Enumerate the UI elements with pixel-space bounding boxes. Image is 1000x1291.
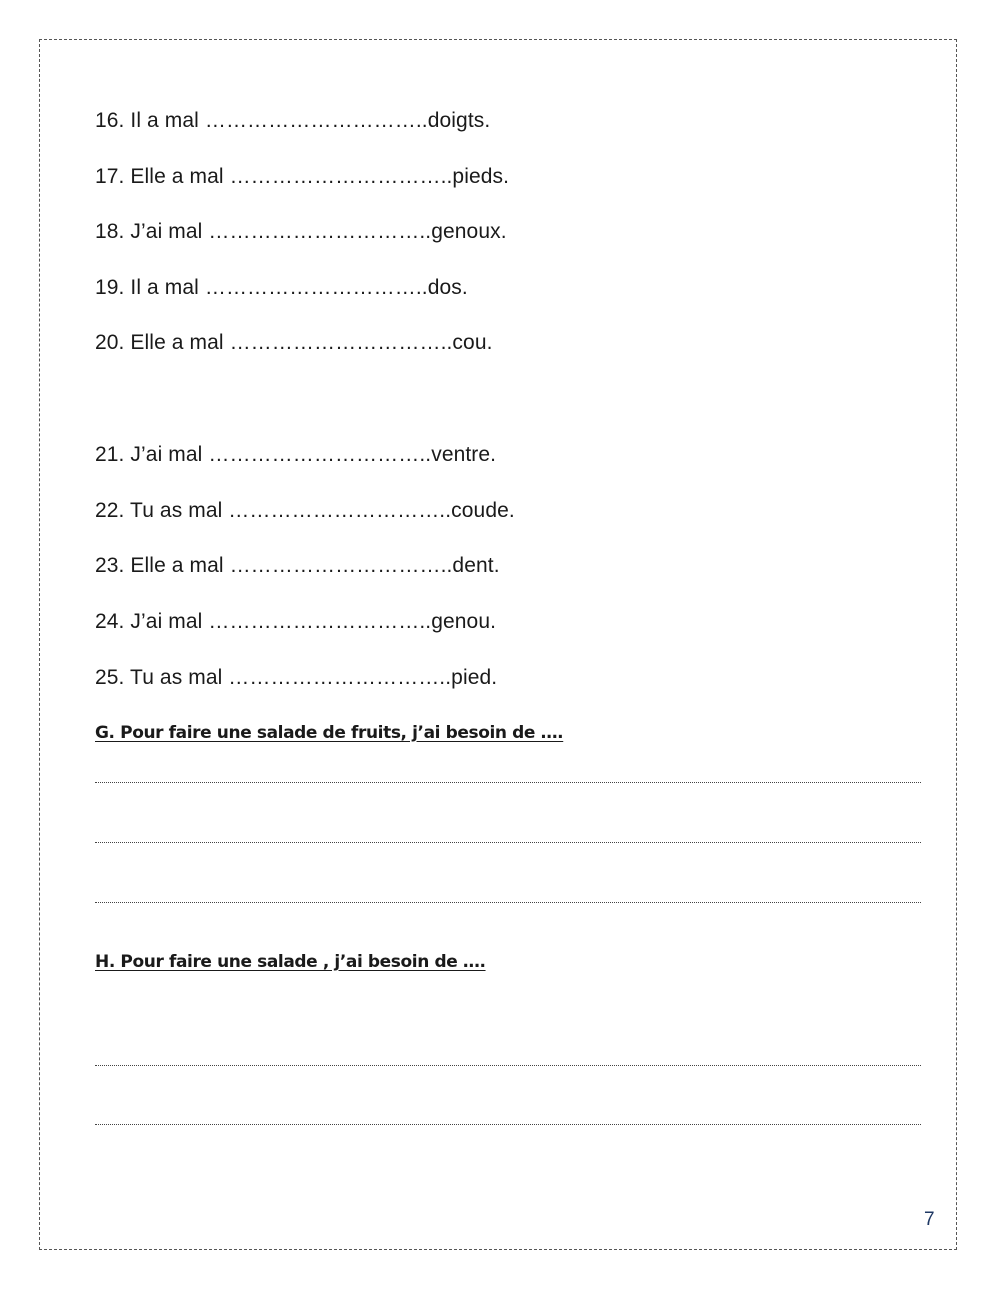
exercise-25: 25. Tu as mal …………………………..pied. [95, 666, 498, 689]
exercise-24: 24. J’ai mal …………………………..genou. [95, 610, 497, 633]
exercise-20: 20. Elle a mal …………………………..cou. [95, 331, 493, 354]
section-h-answer-line-2[interactable] [95, 1124, 921, 1125]
exercise-21: 21. J’ai mal …………………………..ventre. [95, 443, 497, 466]
exercise-19: 19. Il a mal …………………………..dos. [95, 276, 468, 299]
section-h-heading: H. Pour faire une salade , j’ai besoin de …. [95, 952, 486, 972]
section-g-answer-line-2[interactable] [95, 842, 921, 843]
section-h-answer-line-1[interactable] [95, 1065, 921, 1066]
exercise-22: 22. Tu as mal …………………………..coude. [95, 499, 515, 522]
exercise-23: 23. Elle a mal …………………………..dent. [95, 554, 500, 577]
exercise-16: 16. Il a mal …………………………..doigts. [95, 109, 491, 132]
exercise-18: 18. J’ai mal …………………………..genoux. [95, 220, 507, 243]
section-g-heading: G. Pour faire une salade de fruits, j’ai besoin de …. [95, 723, 564, 743]
exercise-17: 17. Elle a mal …………………………..pieds. [95, 165, 510, 188]
section-g-answer-line-3[interactable] [95, 902, 921, 903]
page-number: 7 [924, 1209, 935, 1230]
section-g-answer-line-1[interactable] [95, 782, 921, 783]
